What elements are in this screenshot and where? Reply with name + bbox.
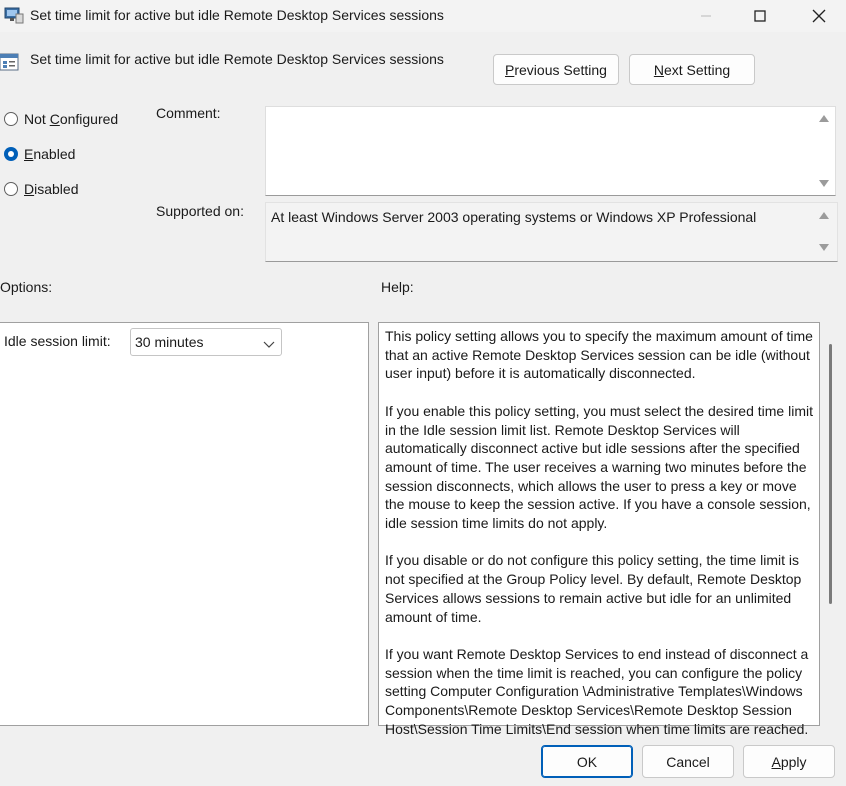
- help-paragraph: This policy setting allows you to specify the maximum amount of time that an active Remote Desktop Services session can be idle (without user input) before it is automatically disconnected.: [385, 328, 813, 382]
- idle-session-limit-label: Idle session limit:: [4, 333, 111, 349]
- options-label: Options:: [0, 279, 53, 295]
- apply-label: pply: [780, 753, 807, 770]
- help-label: Help:: [381, 279, 414, 295]
- radio-circle-enabled[interactable]: [4, 147, 18, 161]
- supported-scroll-down-icon[interactable]: [819, 244, 829, 251]
- supported-on-value: At least Windows Server 2003 operating systems or Windows XP Professional: [271, 209, 757, 225]
- comment-label: Comment:: [156, 105, 221, 121]
- close-button[interactable]: [796, 0, 842, 32]
- maximize-button[interactable]: [737, 0, 783, 32]
- radio-circle-not-configured[interactable]: [4, 112, 18, 126]
- minimize-button[interactable]: [683, 0, 729, 32]
- supported-scroll-up-icon[interactable]: [819, 212, 829, 219]
- next-setting-label: ext Setting: [663, 61, 731, 78]
- chevron-down-icon: [263, 336, 275, 352]
- next-setting-button[interactable]: [629, 54, 755, 85]
- comment-scroll-down-icon[interactable]: [819, 180, 829, 187]
- next-setting-accel: N: [653, 61, 664, 78]
- radio-not-configured[interactable]: [4, 111, 118, 127]
- radio-circle-disabled[interactable]: [4, 182, 18, 196]
- comment-textarea[interactable]: [265, 106, 836, 196]
- radio-enabled[interactable]: [4, 146, 75, 162]
- idle-session-limit-value: 30 minutes: [135, 334, 204, 350]
- previous-setting-button[interactable]: [493, 54, 619, 85]
- comment-scroll-up-icon[interactable]: [819, 115, 829, 122]
- help-text: [385, 327, 813, 757]
- policy-editor-app-icon: [4, 6, 24, 24]
- radio-label-enabled: Enabled: [24, 146, 76, 162]
- cancel-button[interactable]: Cancel: [642, 745, 734, 778]
- radio-label-not-configured: Not Configured: [24, 111, 119, 127]
- previous-setting-label: revious Setting: [514, 61, 607, 78]
- policy-setting-icon: [0, 52, 20, 72]
- apply-accel: A: [771, 753, 781, 770]
- help-panel: [378, 322, 820, 737]
- apply-button[interactable]: [743, 745, 835, 778]
- help-paragraph: If you enable this policy setting, you must select the desired time limit in the Idle session limit list. Remote Desktop Services will automatically disconnect active but idle sessions after the specified amount of time. The user receives a warning two minutes before the session disconnects, which allows the user to press a key or move the mouse to keep the session active. If you have a console session, idle session time limits do not apply.: [385, 402, 813, 532]
- help-paragraph: If you disable or do not configure this policy setting, the time limit is not specified at the Group Policy level. By default, Remote Desktop Services allows sessions to remain active but idle for an unlimited amount of time.: [385, 552, 802, 625]
- policy-name: Set time limit for active but idle Remote Desktop Services sessions: [30, 51, 444, 67]
- previous-setting-accel: P: [505, 61, 515, 78]
- radio-disabled[interactable]: [4, 181, 79, 197]
- help-scrollbar-thumb[interactable]: [829, 344, 832, 604]
- ok-button[interactable]: OK: [541, 745, 633, 778]
- close-icon: [812, 9, 826, 23]
- help-paragraph: If you want Remote Desktop Services to end instead of disconnect a session when the time limit is reached, you can configure the policy setting Computer Configuration \Administrative Templates\Windows Components\Remote Desktop Services\Remote Desktop Session Host\Session Time Limits\End session when time limits are reached.: [385, 645, 809, 737]
- window-title: Set time limit for active but idle Remote Desktop Services sessions: [30, 7, 444, 23]
- radio-label-disabled: Disabled: [24, 181, 79, 197]
- supported-on-label: Supported on:: [156, 203, 244, 219]
- options-panel: [0, 322, 369, 726]
